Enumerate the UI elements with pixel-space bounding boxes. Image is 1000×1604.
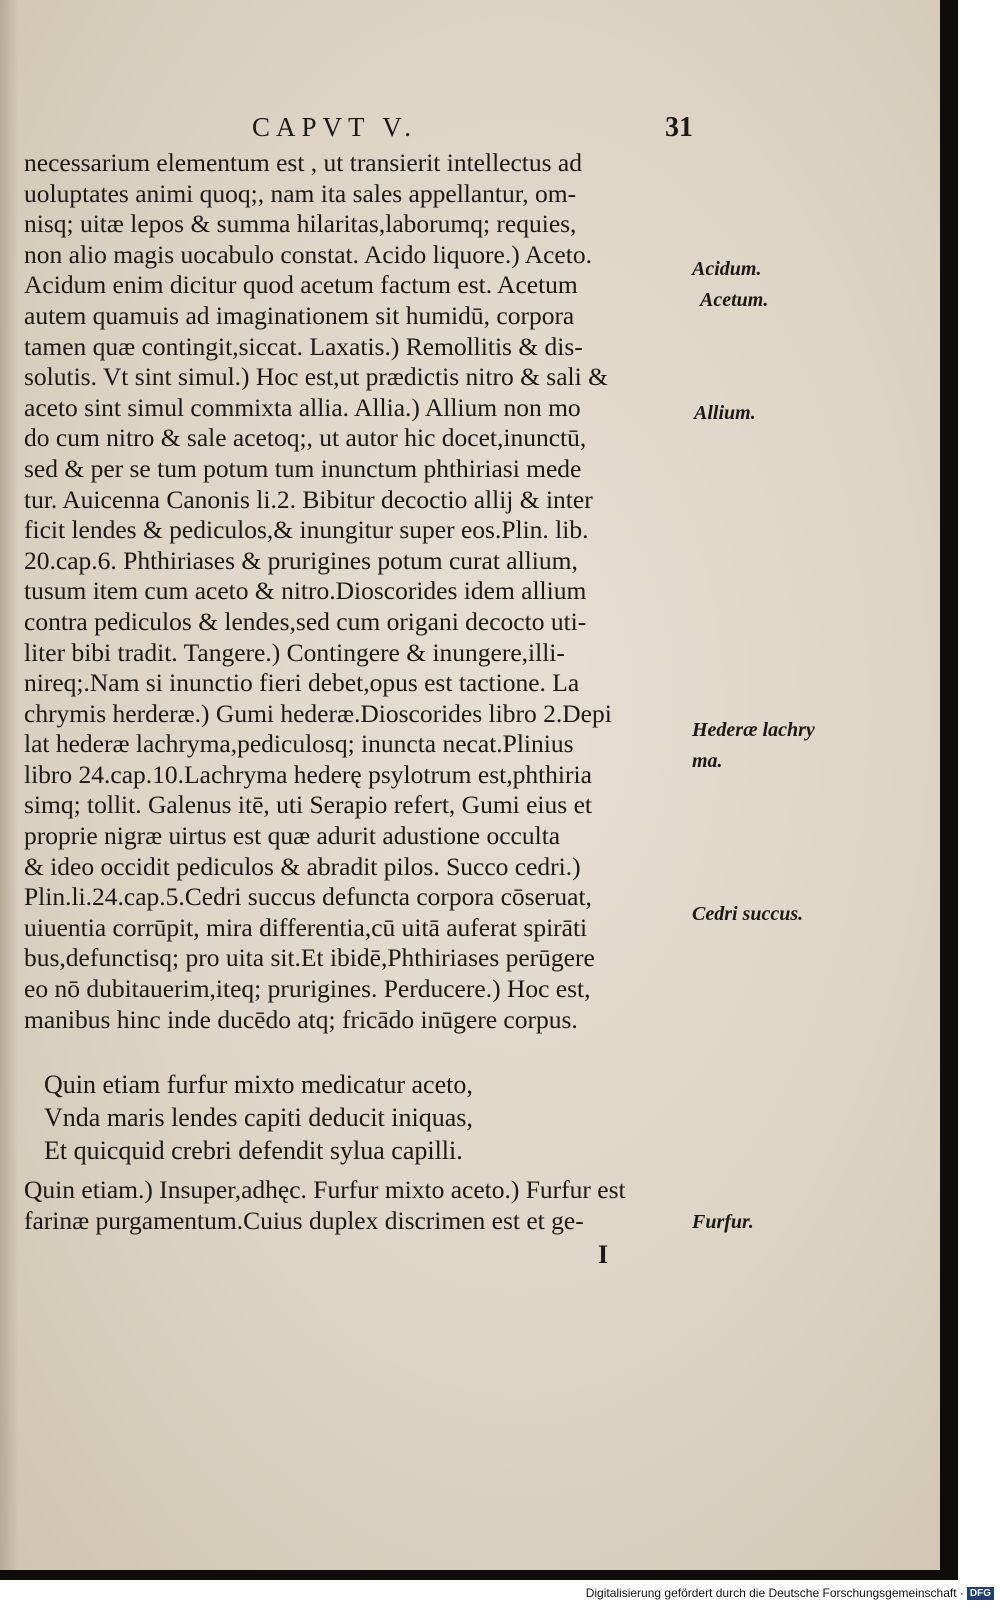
marginal-note-acetum: Acetum. xyxy=(700,289,769,311)
marginal-note-hedera: Hederæ lachry xyxy=(692,719,815,741)
text-line: & ideo occidit pediculos & abradit pilos. Succo cedri.) xyxy=(24,851,581,881)
text-line: chrymis herderæ.) Gumi hederæ.Dioscorides libro 2.Depi xyxy=(24,698,612,728)
text-line: liter bibi tradit. Tangere.) Contingere & inungere,illi- xyxy=(24,637,565,667)
text-line: do cum nitro & sale acetoq;, ut autor hic docet,inunctū, xyxy=(24,423,587,453)
text-line: sed & per se tum potum tum inunctum phthiriasi mede xyxy=(24,453,582,483)
text-line: lat hederæ lachryma,pediculosq; inuncta necat.Plinius xyxy=(24,729,574,759)
text-line: necessarium elementum est , ut transierit intellectus ad xyxy=(24,148,582,177)
digitization-footer xyxy=(586,1586,994,1600)
signature-mark: I xyxy=(598,1240,609,1269)
text-line: autem quamuis ad imaginationem sit humidū, corpora xyxy=(24,300,575,330)
text-line: ficit lendes & pediculos,& inungitur super eos.Plin. lib. xyxy=(24,515,589,545)
text-line: non alio magis uocabulo constat. Acido liquore.) Aceto. xyxy=(24,239,592,269)
marginal-note-allium: Allium. xyxy=(694,402,756,424)
verse-line: Et quicquid crebri defendit sylua capilli. xyxy=(44,1136,463,1165)
text-line: Quin etiam.) Insuper,adhęc. Furfur mixto aceto.) Furfur est xyxy=(24,1175,626,1204)
commentary-continuation xyxy=(24,1175,704,1236)
text-line: tur. Auicenna Canonis li.2. Bibitur decoctio allij & inter xyxy=(24,484,593,514)
text-line: contra pediculos & lendes,sed cum origani decocto uti- xyxy=(24,606,587,636)
text-line: Plin.li.24.cap.5.Cedri succus defuncta corpora cōseruat, xyxy=(24,882,592,912)
text-line: farinæ purgamentum.Cuius duplex discrimen est et ge- xyxy=(24,1205,584,1235)
text-line: aceto sint simul commixta allia. Allia.) Allium non mo xyxy=(24,392,581,422)
verse-line: Quin etiam furfur mixto medicatur aceto, xyxy=(44,1070,473,1099)
text-line: proprie nigræ uirtus est quæ adurit adustione occulta xyxy=(24,821,561,851)
marginal-note-furfur: Furfur. xyxy=(692,1211,754,1233)
text-line: uiuentia corrūpit, mira differentia,cū uitā auferat spirāti xyxy=(24,912,588,942)
running-head: CAPVT V. xyxy=(252,112,418,142)
text-line: uoluptates animi quoq;, nam ita sales appellantur, om- xyxy=(24,178,577,208)
footer-text: Digitalisierung gefördert durch die Deutsche Forschungsgemeinschaft · xyxy=(585,1585,964,1600)
text-line: solutis. Vt sint simul.) Hoc est,ut prædictis nitro & sali & xyxy=(24,362,608,392)
page-gutter-shadow xyxy=(0,0,18,1570)
dfg-logo-icon: DFG xyxy=(967,1587,994,1600)
text-line: manibus hinc inde ducēdo atq; fricādo inūgere corpus. xyxy=(24,1004,578,1034)
text-line: eo nō dubitauerim,iteq; prurigines. Perducere.) Hoc est, xyxy=(24,974,591,1004)
text-line: libro 24.cap.10.Lachryma hederę psylotrum est,phthiria xyxy=(24,759,592,789)
verse-line: Vnda maris lendes capiti deducit iniquas, xyxy=(44,1103,473,1132)
marginal-note-acidum: Acidum. xyxy=(692,258,762,280)
marginal-note-hedera-cont: ma. xyxy=(692,750,723,772)
text-line: simq; tollit. Galenus itē, uti Serapio refert, Gumi eius et xyxy=(24,790,592,820)
commentary-text-block xyxy=(24,148,704,1035)
text-line: tamen quæ contingit,siccat. Laxatis.) Remollitis & dis- xyxy=(24,331,583,361)
text-line: nisq; uitæ lepos & summa hilaritas,laborumq; requies, xyxy=(24,209,577,239)
text-line: tusum item cum aceto & nitro.Dioscorides idem allium xyxy=(24,576,587,606)
text-line: 20.cap.6. Phthiriases & prurigines potum curat allium, xyxy=(24,545,578,575)
marginal-note-cedri: Cedri succus. xyxy=(692,903,804,925)
text-line: nireq;.Nam si inunctio fieri debet,opus est tactione. La xyxy=(24,668,580,698)
page-number: 31 xyxy=(665,112,693,143)
verse-block xyxy=(44,1068,664,1167)
text-line: bus,defunctisq; pro uita sit.Et ibidē,Phthiriases perūgere xyxy=(24,943,595,973)
text-line: Acidum enim dicitur quod acetum factum est. Acetum xyxy=(24,270,578,300)
